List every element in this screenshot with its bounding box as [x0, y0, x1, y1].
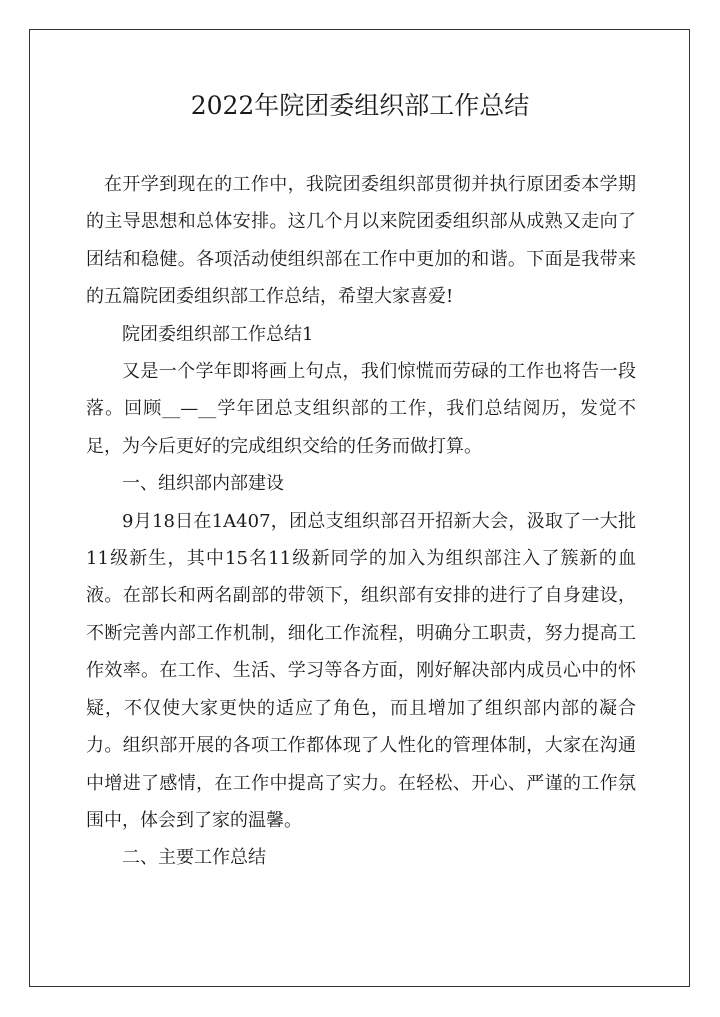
- document-body: [86, 166, 636, 877]
- heading-main-work-summary: 二、主要工作总结: [122, 847, 266, 869]
- body-paragraph-2: 9月18日在1A407，团总支组织部召开招新大会，汲取了一大批11级新生，其中15名11级新同学的加入为组织部注入了簇新的血液。在部长和两名副部的带领下，组织部有安排的进行了自身建设，不断完善内部工作机制，细化工作流程，明确分工职责，努力提高工作效率。在工作、生活、学习等各方面，刚好解决部内成员心中的怀疑，不仅使大家更快的适应了角色，而且增加了组织部内部的凝合力。组织部开展的各项工作都体现了人性化的管理体制，大家在沟通中增进了感情，在工作中提高了实力。在轻松、开心、严谨的工作氛围中，体会到了家的温馨。: [86, 510, 636, 831]
- section-title: 院团委组织部工作总结1: [122, 323, 314, 345]
- body-paragraph-1: 又是一个学年即将画上句点，我们惊慌而劳碌的工作也将告一段落。回顾__—__学年团总支组织部的工作，我们总结阅历，发觉不足，为今后更好的完成组织交给的任务而做打算。: [86, 361, 636, 457]
- document-title: 2022年院团委组织部工作总结: [190, 91, 530, 120]
- heading-internal-building: 一、组织部内部建设: [122, 473, 284, 495]
- intro-paragraph: 在开学到现在的工作中，我院团委组织部贯彻并执行原团委本学期的主导思想和总体安排。这几个月以来院团委组织部从成熟又走向了团结和稳健。各项活动使组织部在工作中更加的和谐。下面是我带来的五篇院团委组织部工作总结，希望大家喜爱!: [86, 174, 636, 308]
